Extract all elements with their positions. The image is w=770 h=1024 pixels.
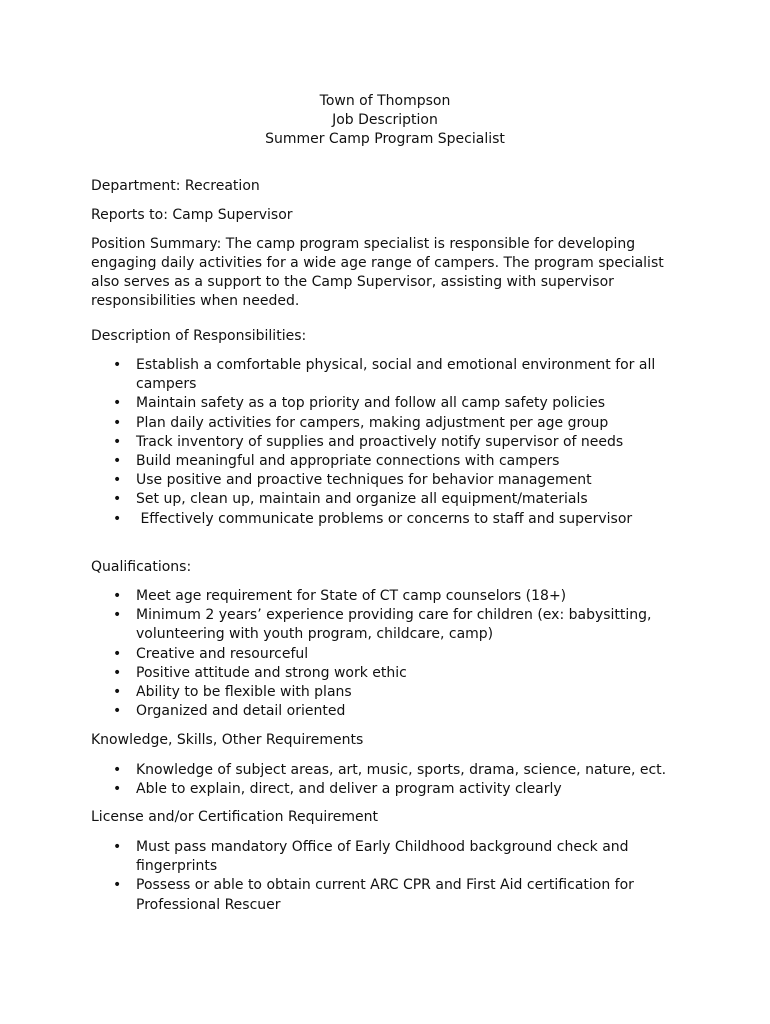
list-item: • Creative and resourceful — [91, 645, 681, 664]
org-name: Town of Thompson — [319, 93, 451, 109]
list-item: • Positive attitude and strong work ethic — [91, 664, 681, 683]
list-item: • Able to explain, direct, and deliver a program activity clearly — [91, 780, 681, 799]
knowledge-list — [91, 761, 681, 799]
position-summary: Position Summary: The camp program specialist is responsible for developing engaging daily activities for a wide age range of campers. The program specialist also serves as a support to the Camp Supervisor, assisting with supervisor responsibilities when needed. — [91, 236, 664, 309]
list-item: • Plan daily activities for campers, making adjustment per age group — [91, 414, 681, 433]
department-line: Department: Recreation — [91, 178, 260, 194]
list-item: • Maintain safety as a top priority and follow all camp safety policies — [91, 394, 681, 413]
list-item: • Establish a comfortable physical, social and emotional environment for all campers — [91, 356, 681, 394]
license-list — [91, 838, 651, 915]
list-item: • Effectively communicate problems or concerns to staff and supervisor — [91, 510, 681, 529]
qualifications-heading: Qualifications: — [91, 559, 192, 575]
list-item: • Track inventory of supplies and proactively notify supervisor of needs — [91, 433, 681, 452]
reports-to-line: Reports to: Camp Supervisor — [91, 207, 293, 223]
list-item: • Use positive and proactive techniques for behavior management — [91, 471, 681, 490]
list-item: • Ability to be flexible with plans — [91, 683, 681, 702]
list-item: • Must pass mandatory Office of Early Childhood background check and fingerprints — [91, 838, 651, 876]
list-item: • Knowledge of subject areas, art, music, sports, drama, science, nature, ect. — [91, 761, 681, 780]
responsibilities-heading: Description of Responsibilities: — [91, 328, 307, 344]
list-item: • Meet age requirement for State of CT camp counselors (18+) — [91, 587, 681, 606]
list-item: • Organized and detail oriented — [91, 702, 681, 721]
document-header — [0, 92, 770, 149]
qualifications-list — [91, 587, 681, 721]
list-item: • Set up, clean up, maintain and organize all equipment/materials — [91, 490, 681, 509]
position-title: Summer Camp Program Specialist — [265, 131, 505, 147]
license-heading: License and/or Certification Requirement — [91, 809, 378, 825]
knowledge-heading: Knowledge, Skills, Other Requirements — [91, 732, 364, 748]
responsibilities-list — [91, 356, 681, 529]
list-item: • Build meaningful and appropriate connections with campers — [91, 452, 681, 471]
doc-type: Job Description — [332, 112, 438, 128]
list-item: • Possess or able to obtain current ARC CPR and First Aid certification for Professional Rescuer — [91, 876, 651, 914]
list-item: • Minimum 2 years’ experience providing care for children (ex: babysitting, volunteering with youth program, childcare, camp) — [91, 606, 681, 644]
